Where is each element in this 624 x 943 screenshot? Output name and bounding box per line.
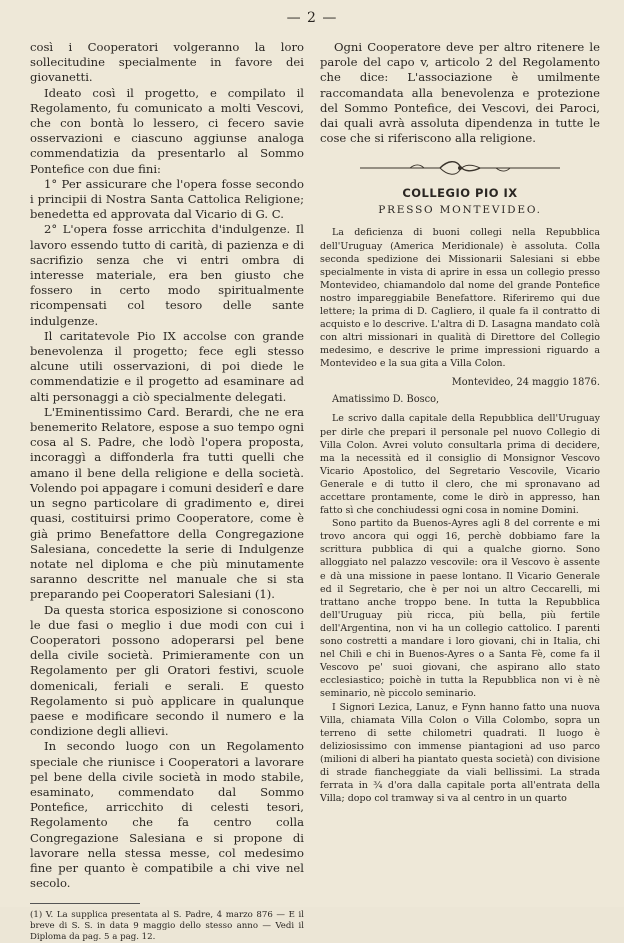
paragraph: In secondo luogo con un Regolamento speciale che riunisce i Cooperatori a lavorare pel bene della civile società in modo stabile, esaminato, commendato dal Sommo Pontefice, arricchito di celesti tesori, Regolamento che fa centro colla Congregazione Salesiana e si propone di lavorare nella stessa messe, col medesimo fine per quanto è compatibile a chi vive nel secolo. [30, 739, 304, 891]
page-number: — 2 — [286, 10, 338, 26]
footnote-rule [30, 903, 140, 904]
footnote: (1) V. La supplica presentata al S. Padre, 4 marzo 876 — E il breve di S. S. in data 9 maggio dello stesso anno — Vedi il Diploma da pag. 5 a pag. 12. [30, 910, 304, 943]
paragraph: così i Cooperatori volgeranno la loro sollecitudine specialmente in favore dei giovanetti. [30, 40, 304, 85]
paragraph: Il caritatevole Pio IX accolse con grande benevolenza il progetto; fece egli stesso alcune utili osservazioni, di poi diede le commendatizie e il progetto ad esaminare ad alti personaggi a ciò specialmente delegati. [30, 328, 304, 404]
left-column [30, 40, 304, 943]
article-subheading: PRESSO MONTEVIDEO. [378, 204, 542, 217]
letter-salutation: Amatissimo D. Bosco, [332, 394, 440, 406]
letter-dateline: Montevideo, 24 maggio 1876. [451, 377, 600, 389]
article-heading: COLLEGIO PIO IX [402, 186, 518, 201]
paragraph: L'Eminentissimo Card. Berardi, che ne era benemerito Relatore, espose a suo tempo ogni cosa al S. Padre, che lodò l'opera proposta, incoraggì a diffonderla fra tutti quelli che amano il bene della religione e della società. Volendo poi appagare i comuni desiderî e dare un segno particolare di gradimento e, direi quasi, costituirsi primo Cooperatore, come è già primo Benefattore della Congregazione Salesiana, concedette la serie di Indulgenze notate nel diploma e che più minutamente saranno descritte nel manuale che si sta preparando pei Cooperatori Salesiani (1). [30, 404, 304, 602]
letter-paragraph: I Signori Lezica, Lanuz, e Fynn hanno fatto una nuova Villa, chiamata Villa Colon o Villa Colombo, sopra un terreno di sette chilometri quadrati. Il luogo è deliziosissimo con immense piantagioni ad uso parco (milioni di alberi ha piantato questa società) con divisione di strade fiancheggiate da viali bellissimi. La strada ferrata in ¾ d'ora dalla capitale porta all'entrata della Villa; dopo col tramway si va al centro in un quarto [320, 701, 600, 805]
paragraph: 2° L'opera fosse arricchita d'indulgenze. Il lavoro essendo tutto di carità, di pazienza e di sacrifizio senza che vi entri ombra di interesse materiale, era ben giusto che fossero in certo modo spiritualmente ricompensati col tesoro delle sante indulgenze. [30, 222, 304, 328]
paragraph: Ideato così il progetto, e compilato il Regolamento, fu comunicato a molti Vescovi, che con bontà lo lessero, ci fecero savie osservazioni e ciascuno aggiunse analoga commendatizia da presentarlo al Sommo Pontefice con due fini: [30, 85, 304, 176]
article-paragraph: La deficienza di buoni collegi nella Repubblica dell'Uruguay (America Meridionale) è assoluta. Colla seconda spedizione dei Missionarii Salesiani si ebbe specialmente in vista di aprire in essa un collegio presso Montevideo, chiamandolo dal nome del grande Pontefice nostro impareggiabile Benefattore. Riferiremo qui due lettere; la prima di D. Cagliero, il quale fa il contratto di acquisto e lo descrive. L'altra di D. Lasagna mandato colà con altri missionari in qualità di Direttore del Collegio medesimo, e descrive le prime impressioni riguardo a Montevideo e la sua gita a Villa Colon. [320, 227, 600, 370]
paragraph: Da questa storica esposizione si conoscono le due fasi o meglio i due modi con cui i Cooperatori possono adoperarsi pel bene della civile società. Primieramente con un Regolamento per gli Oratori festivi, scuole domenicali, feriali e serali. E questo Regolamento si può applicare in qualunque paese e modificare secondo il numero e la condizione degli allievi. [30, 602, 304, 739]
letter-paragraph: Sono partito da Buenos-Ayres agli 8 del corrente e mi trovo ancora qui oggi 16, perchè dobbiamo fare la scrittura pubblica di qui a qualche giorno. Sono alloggiato nel palazzo vescovile: ora il Vescovo è assente e dà una missione in paese lontano. Il Vicario Generale ed il Segretario, che è per noi un altro Ceccarelli, mi trattano anche troppo bene. In tutta la Repubblica dell'Uruguay più ricca, più bella, più fertile dell'Argentina, non vi ha un collegio cattolico. I parenti sono costretti a mandare i loro giovani, chi in Italia, chi nel Chilì e chi in Buenos-Ayres o a Santa Fè, come fa il Vescovo pe' suoi giovani, che aspirano allo stato ecclesiastico; poichè in tutta la Repubblica non vi è nè seminario, nè piccolo seminario. [320, 518, 600, 700]
right-column [320, 40, 600, 805]
intro-paragraph: Ogni Cooperatore deve per altro ritenere le parole del capo v, articolo 2 del Regolamento che dice: L'associazione è umilmente raccomandata alla benevolenza e protezione del Sommo Pontefice, dei Vescovi, dei Paroci, dai quali avrà assoluta dipendenza in tutte le cose che si riferiscono alla religione. [320, 40, 600, 146]
paragraph: 1° Per assicurare che l'opera fosse secondo i principii di Nostra Santa Cattolica Religione; benedetta ed approvata dal Vicario di G. C. [30, 176, 304, 222]
letter-paragraph: Le scrivo dalla capitale della Repubblica dell'Uruguay per dirle che prepari il personale pel nuovo Collegio di Villa Colon. Avrei voluto consultarla prima di decidere, ma la necessità ed il consiglio di Monsignor Vescovo Vicario Apostolico, del Segretario Vescovile, Vicario Generale e di tutto il clero, che mi spronavano ad accettare prontamente, come le dirò in appresso, han fatto sì che conchiudessi ogni cosa in nomine Domini. [320, 413, 600, 517]
ornament-divider-icon [320, 154, 600, 180]
